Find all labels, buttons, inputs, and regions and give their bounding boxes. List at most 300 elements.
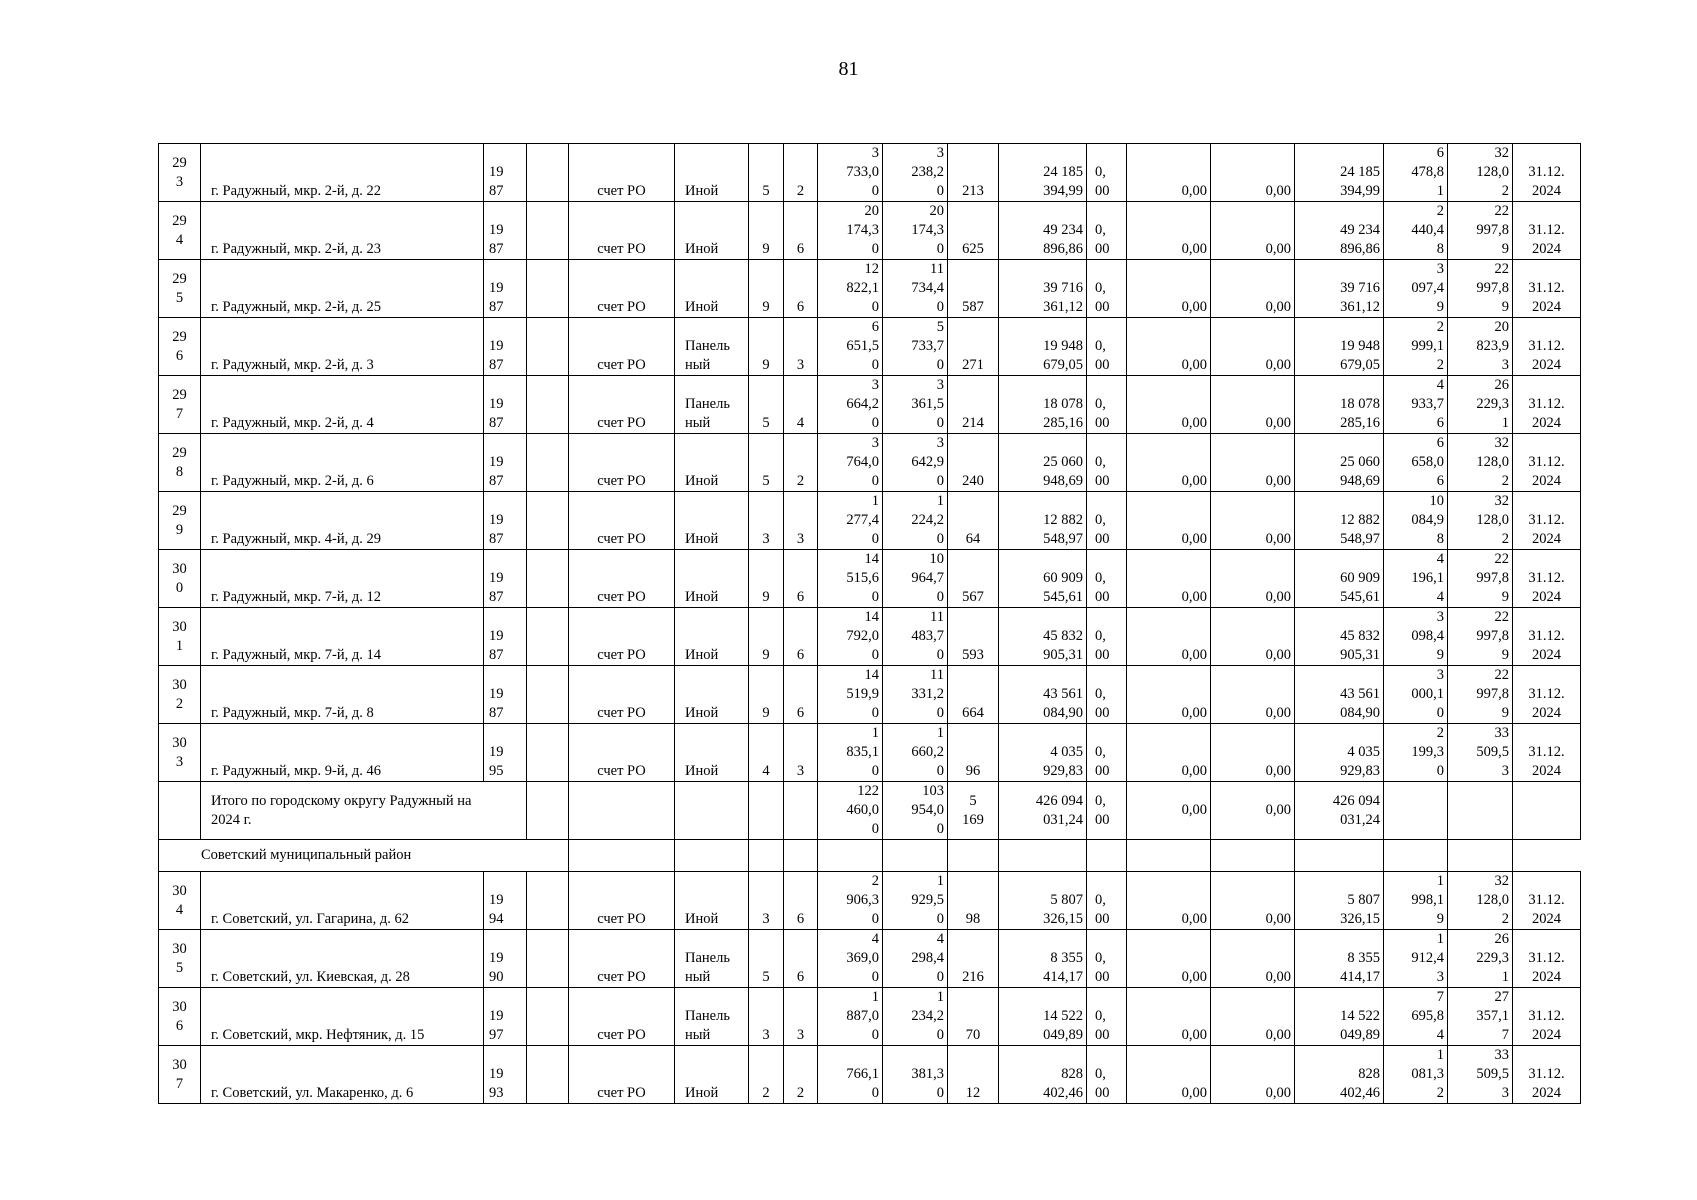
section-empty-cell [1211,840,1295,872]
empty-cell-cell [527,550,569,608]
table-row [159,492,1581,550]
section-empty-cell [1295,840,1384,872]
wall-material-cell: Панель ный [675,988,749,1046]
cost-cell: 49 234 896,86 [999,202,1087,260]
deadline-cell: 31.12. 2024 [1513,144,1581,202]
section-empty-cell [749,840,784,872]
max-unit-cost-cell: 33 509,5 3 [1448,1046,1513,1104]
fund-share-cell: 0, 00 [1087,872,1127,930]
floors-cell: 4 [749,724,784,782]
deadline-cell: 31.12. 2024 [1513,202,1581,260]
residents-cell: 240 [948,434,999,492]
year-built-cell: 19 87 [484,144,527,202]
max-unit-cost-cell: 22 997,8 9 [1448,608,1513,666]
area-living-cell: 10 964,7 0 [883,550,948,608]
total-fund-share: 0, 00 [1087,782,1127,840]
cost-own-cell: 8 355 414,17 [1295,930,1384,988]
cost-cell: 828 402,46 [999,1046,1087,1104]
fund-share-cell: 0, 00 [1087,318,1127,376]
floors-cell: 9 [749,318,784,376]
section-empty-cell [1127,840,1211,872]
cost-cell: 5 807 326,15 [999,872,1087,930]
total-empty-cell [527,782,569,840]
area-total-cell: 1 277,4 0 [818,492,883,550]
deadline-cell: 31.12. 2024 [1513,930,1581,988]
area-total-cell: 14 515,6 0 [818,550,883,608]
table-row [159,550,1581,608]
cost-cell: 39 716 361,12 [999,260,1087,318]
table-row [159,260,1581,318]
floors-cell: 3 [749,872,784,930]
max-unit-cost-cell: 22 997,8 9 [1448,666,1513,724]
cost-own-cell: 43 561 084,90 [1295,666,1384,724]
max-unit-cost-cell: 26 229,3 1 [1448,376,1513,434]
row-number-cell: 30 0 [159,550,201,608]
wall-material-cell: Иной [675,434,749,492]
area-living-cell: 381,3 0 [883,1046,948,1104]
floors-cell: 3 [749,492,784,550]
table-row [159,930,1581,988]
fund-share-cell: 0, 00 [1087,988,1127,1046]
entrances-cell: 6 [784,550,818,608]
total-residents: 5 169 [948,782,999,840]
table-row [159,988,1581,1046]
total-empty-cell [784,782,818,840]
row-number-cell: 30 2 [159,666,201,724]
residents-cell: 214 [948,376,999,434]
cost-own-cell: 828 402,46 [1295,1046,1384,1104]
year-built-cell: 19 87 [484,666,527,724]
address-cell: г. Радужный, мкр. 7-й, д. 8 [201,666,484,724]
floors-cell: 5 [749,376,784,434]
fund-method-cell: счет РО [569,872,675,930]
area-total-cell: 6 651,5 0 [818,318,883,376]
section-empty-cell [1448,840,1513,872]
unit-cost-cell: 4 933,7 6 [1384,376,1448,434]
cost-c2-cell: 0,00 [1211,666,1295,724]
cost-c2-cell: 0,00 [1211,930,1295,988]
area-total-cell: 766,1 0 [818,1046,883,1104]
cost-c1-cell: 0,00 [1127,318,1211,376]
total-empty-cell [1513,782,1581,840]
cost-c2-cell: 0,00 [1211,376,1295,434]
empty-cell-cell [527,666,569,724]
area-total-cell: 3 664,2 0 [818,376,883,434]
residents-cell: 625 [948,202,999,260]
area-living-cell: 1 224,2 0 [883,492,948,550]
unit-cost-cell: 6 478,8 1 [1384,144,1448,202]
residents-cell: 567 [948,550,999,608]
address-cell: г. Радужный, мкр. 7-й, д. 12 [201,550,484,608]
year-built-cell: 19 87 [484,550,527,608]
table-row [159,724,1581,782]
fund-method-cell: счет РО [569,930,675,988]
area-total-cell: 12 822,1 0 [818,260,883,318]
floors-cell: 9 [749,202,784,260]
cost-c2-cell: 0,00 [1211,434,1295,492]
residents-cell: 664 [948,666,999,724]
table-row [159,666,1581,724]
unit-cost-cell: 1 912,4 3 [1384,930,1448,988]
year-built-cell: 19 90 [484,930,527,988]
fund-method-cell: счет РО [569,724,675,782]
cost-c1-cell: 0,00 [1127,872,1211,930]
cost-c2-cell: 0,00 [1211,202,1295,260]
max-unit-cost-cell: 33 509,5 3 [1448,724,1513,782]
residents-cell: 593 [948,608,999,666]
table-row [159,608,1581,666]
table-body-bottom [159,872,1581,1104]
year-built-cell: 19 94 [484,872,527,930]
year-built-cell: 19 95 [484,724,527,782]
address-cell: г. Радужный, мкр. 4-й, д. 29 [201,492,484,550]
year-built-cell: 19 87 [484,434,527,492]
max-unit-cost-cell: 22 997,8 9 [1448,550,1513,608]
address-cell: г. Радужный, мкр. 2-й, д. 22 [201,144,484,202]
entrances-cell: 6 [784,260,818,318]
section-empty-cell [999,840,1087,872]
cost-c2-cell: 0,00 [1211,550,1295,608]
wall-material-cell: Иной [675,1046,749,1104]
entrances-cell: 6 [784,666,818,724]
wall-material-cell: Иной [675,608,749,666]
residents-cell: 216 [948,930,999,988]
address-cell: г. Радужный, мкр. 9-й, д. 46 [201,724,484,782]
cost-c2-cell: 0,00 [1211,724,1295,782]
deadline-cell: 31.12. 2024 [1513,666,1581,724]
fund-share-cell: 0, 00 [1087,144,1127,202]
area-living-cell: 3 361,5 0 [883,376,948,434]
residents-cell: 96 [948,724,999,782]
cost-c2-cell: 0,00 [1211,872,1295,930]
area-living-cell: 1 929,5 0 [883,872,948,930]
cost-c1-cell: 0,00 [1127,988,1211,1046]
cost-cell: 8 355 414,17 [999,930,1087,988]
fund-method-cell: счет РО [569,202,675,260]
wall-material-cell: Панель ный [675,930,749,988]
cost-cell: 43 561 084,90 [999,666,1087,724]
cost-c2-cell: 0,00 [1211,492,1295,550]
address-cell: г. Советский, ул. Макаренко, д. 6 [201,1046,484,1104]
area-total-cell: 1 887,0 0 [818,988,883,1046]
area-total-cell: 3 764,0 0 [818,434,883,492]
unit-cost-cell: 1 081,3 2 [1384,1046,1448,1104]
cost-cell: 24 185 394,99 [999,144,1087,202]
section-empty-cell [1384,840,1448,872]
unit-cost-cell: 7 695,8 4 [1384,988,1448,1046]
wall-material-cell: Иной [675,144,749,202]
entrances-cell: 2 [784,434,818,492]
empty-cell-cell [527,988,569,1046]
floors-cell: 5 [749,930,784,988]
fund-method-cell: счет РО [569,144,675,202]
unit-cost-cell: 1 998,1 9 [1384,872,1448,930]
entrances-cell: 3 [784,492,818,550]
empty-cell-cell [527,376,569,434]
cost-own-cell: 45 832 905,31 [1295,608,1384,666]
unit-cost-cell: 2 999,1 2 [1384,318,1448,376]
page-number: 81 [838,58,859,80]
max-unit-cost-cell: 32 128,0 2 [1448,144,1513,202]
entrances-cell: 4 [784,376,818,434]
row-number-cell: 29 9 [159,492,201,550]
table-row [159,318,1581,376]
wall-material-cell: Иной [675,492,749,550]
year-built-cell: 19 87 [484,202,527,260]
fund-method-cell: счет РО [569,608,675,666]
section-empty-cell [784,840,818,872]
total-c1: 0,00 [1127,782,1211,840]
residents-cell: 12 [948,1046,999,1104]
address-cell: г. Радужный, мкр. 2-й, д. 6 [201,434,484,492]
cost-c2-cell: 0,00 [1211,988,1295,1046]
empty-cell-cell [527,724,569,782]
cost-cell: 60 909 545,61 [999,550,1087,608]
area-living-cell: 5 733,7 0 [883,318,948,376]
total-label: Итого по городскому округу Радужный на 2024 г. [201,782,527,840]
unit-cost-cell: 2 440,4 8 [1384,202,1448,260]
year-built-cell: 19 87 [484,318,527,376]
total-area-living: 103 954,0 0 [883,782,948,840]
deadline-cell: 31.12. 2024 [1513,550,1581,608]
deadline-cell: 31.12. 2024 [1513,988,1581,1046]
housing-repair-table [158,143,1581,1104]
floors-cell: 5 [749,434,784,492]
row-number-cell: 30 4 [159,872,201,930]
max-unit-cost-cell: 27 357,1 7 [1448,988,1513,1046]
cost-c1-cell: 0,00 [1127,930,1211,988]
fund-share-cell: 0, 00 [1087,260,1127,318]
max-unit-cost-cell: 22 997,8 9 [1448,260,1513,318]
total-cost: 426 094 031,24 [999,782,1087,840]
area-living-cell: 1 660,2 0 [883,724,948,782]
fund-share-cell: 0, 00 [1087,724,1127,782]
total-c2: 0,00 [1211,782,1295,840]
fund-share-cell: 0, 00 [1087,492,1127,550]
deadline-cell: 31.12. 2024 [1513,434,1581,492]
unit-cost-cell: 4 196,1 4 [1384,550,1448,608]
row-number-cell: 29 4 [159,202,201,260]
address-cell: г. Радужный, мкр. 7-й, д. 14 [201,608,484,666]
cost-cell: 45 832 905,31 [999,608,1087,666]
entrances-cell: 3 [784,318,818,376]
year-built-cell: 19 87 [484,376,527,434]
cost-cell: 4 035 929,83 [999,724,1087,782]
cost-c1-cell: 0,00 [1127,724,1211,782]
entrances-cell: 6 [784,202,818,260]
row-number-cell: 29 5 [159,260,201,318]
cost-c1-cell: 0,00 [1127,550,1211,608]
section-empty-cell [818,840,883,872]
row-number-cell: 29 8 [159,434,201,492]
section-label: Советский муниципальный район [159,840,569,872]
empty-cell-cell [527,434,569,492]
address-cell: г. Советский, ул. Киевская, д. 28 [201,930,484,988]
area-living-cell: 1 234,2 0 [883,988,948,1046]
year-built-cell: 19 97 [484,988,527,1046]
deadline-cell: 31.12. 2024 [1513,260,1581,318]
max-unit-cost-cell: 32 128,0 2 [1448,434,1513,492]
wall-material-cell: Панель ный [675,318,749,376]
unit-cost-cell: 3 000,1 0 [1384,666,1448,724]
wall-material-cell: Иной [675,202,749,260]
entrances-cell: 2 [784,144,818,202]
wall-material-cell: Панель ный [675,376,749,434]
cost-cell: 19 948 679,05 [999,318,1087,376]
area-living-cell: 11 483,7 0 [883,608,948,666]
empty-cell-cell [527,318,569,376]
wall-material-cell: Иной [675,550,749,608]
address-cell: г. Радужный, мкр. 2-й, д. 23 [201,202,484,260]
empty-cell-cell [527,260,569,318]
fund-method-cell: счет РО [569,376,675,434]
entrances-cell: 6 [784,930,818,988]
cost-c1-cell: 0,00 [1127,608,1211,666]
unit-cost-cell: 3 097,4 9 [1384,260,1448,318]
deadline-cell: 31.12. 2024 [1513,608,1581,666]
floors-cell: 9 [749,608,784,666]
deadline-cell: 31.12. 2024 [1513,492,1581,550]
fund-share-cell: 0, 00 [1087,666,1127,724]
cost-c1-cell: 0,00 [1127,666,1211,724]
year-built-cell: 19 87 [484,492,527,550]
row-number-cell: 30 6 [159,988,201,1046]
cost-c1-cell: 0,00 [1127,376,1211,434]
cost-c2-cell: 0,00 [1211,318,1295,376]
cost-own-cell: 12 882 548,97 [1295,492,1384,550]
row-number-cell: 30 1 [159,608,201,666]
section-empty-cell [883,840,948,872]
fund-share-cell: 0, 00 [1087,434,1127,492]
address-cell: г. Радужный, мкр. 2-й, д. 4 [201,376,484,434]
fund-method-cell: счет РО [569,1046,675,1104]
fund-share-cell: 0, 00 [1087,1046,1127,1104]
cost-c1-cell: 0,00 [1127,202,1211,260]
empty-cell-cell [527,872,569,930]
deadline-cell: 31.12. 2024 [1513,376,1581,434]
unit-cost-cell: 3 098,4 9 [1384,608,1448,666]
residents-cell: 70 [948,988,999,1046]
empty-cell-cell [527,1046,569,1104]
cost-cell: 12 882 548,97 [999,492,1087,550]
cost-own-cell: 60 909 545,61 [1295,550,1384,608]
section-empty-cell [675,840,749,872]
area-living-cell: 3 642,9 0 [883,434,948,492]
fund-method-cell: счет РО [569,260,675,318]
deadline-cell: 31.12. 2024 [1513,1046,1581,1104]
fund-method-cell: счет РО [569,492,675,550]
row-number-cell: 30 3 [159,724,201,782]
wall-material-cell: Иной [675,872,749,930]
table-row [159,202,1581,260]
year-built-cell: 19 93 [484,1046,527,1104]
address-cell: г. Радужный, мкр. 2-й, д. 3 [201,318,484,376]
row-number-cell: 30 5 [159,930,201,988]
total-empty-cell [569,782,675,840]
fund-share-cell: 0, 00 [1087,930,1127,988]
cost-cell: 25 060 948,69 [999,434,1087,492]
total-empty-cell [1384,782,1448,840]
cost-c1-cell: 0,00 [1127,492,1211,550]
floors-cell: 9 [749,550,784,608]
table-row [159,144,1581,202]
section-empty-cell [569,840,675,872]
fund-share-cell: 0, 00 [1087,550,1127,608]
entrances-cell: 2 [784,1046,818,1104]
total-cost2: 426 094 031,24 [1295,782,1384,840]
fund-method-cell: счет РО [569,318,675,376]
address-cell: г. Радужный, мкр. 2-й, д. 25 [201,260,484,318]
section-row [159,840,1581,872]
empty-cell-cell [527,202,569,260]
deadline-cell: 31.12. 2024 [1513,872,1581,930]
row-number-cell: 30 7 [159,1046,201,1104]
area-total-cell: 4 369,0 0 [818,930,883,988]
floors-cell: 5 [749,144,784,202]
area-total-cell: 14 792,0 0 [818,608,883,666]
cost-c2-cell: 0,00 [1211,1046,1295,1104]
table-row [159,376,1581,434]
section-empty-cell [948,840,999,872]
cost-own-cell: 18 078 285,16 [1295,376,1384,434]
fund-share-cell: 0, 00 [1087,376,1127,434]
entrances-cell: 6 [784,872,818,930]
empty-cell-cell [527,492,569,550]
table-total-section [159,782,1581,872]
unit-cost-cell: 2 199,3 0 [1384,724,1448,782]
empty-cell-cell [527,144,569,202]
row-number-cell: 29 7 [159,376,201,434]
table-body-top [159,144,1581,782]
area-total-cell: 20 174,3 0 [818,202,883,260]
area-total-cell: 2 906,3 0 [818,872,883,930]
entrances-cell: 6 [784,608,818,666]
cost-c2-cell: 0,00 [1211,144,1295,202]
cost-own-cell: 49 234 896,86 [1295,202,1384,260]
total-row [159,782,1581,840]
total-empty-cell [1448,782,1513,840]
floors-cell: 9 [749,260,784,318]
table-row [159,1046,1581,1104]
empty-cell-cell [527,608,569,666]
floors-cell: 2 [749,1046,784,1104]
year-built-cell: 19 87 [484,260,527,318]
row-number-cell: 29 6 [159,318,201,376]
section-empty-cell [1087,840,1127,872]
cost-own-cell: 39 716 361,12 [1295,260,1384,318]
entrances-cell: 3 [784,724,818,782]
cost-own-cell: 25 060 948,69 [1295,434,1384,492]
residents-cell: 213 [948,144,999,202]
cost-c1-cell: 0,00 [1127,260,1211,318]
area-total-cell: 14 519,9 0 [818,666,883,724]
wall-material-cell: Иной [675,260,749,318]
fund-method-cell: счет РО [569,550,675,608]
empty-cell-cell [527,930,569,988]
cost-c1-cell: 0,00 [1127,1046,1211,1104]
cost-c2-cell: 0,00 [1211,608,1295,666]
max-unit-cost-cell: 26 229,3 1 [1448,930,1513,988]
cost-own-cell: 4 035 929,83 [1295,724,1384,782]
cost-cell: 18 078 285,16 [999,376,1087,434]
cost-c1-cell: 0,00 [1127,144,1211,202]
cost-c1-cell: 0,00 [1127,434,1211,492]
max-unit-cost-cell: 20 823,9 3 [1448,318,1513,376]
residents-cell: 98 [948,872,999,930]
area-living-cell: 4 298,4 0 [883,930,948,988]
row-number-cell: 29 3 [159,144,201,202]
total-empty-cell [675,782,749,840]
